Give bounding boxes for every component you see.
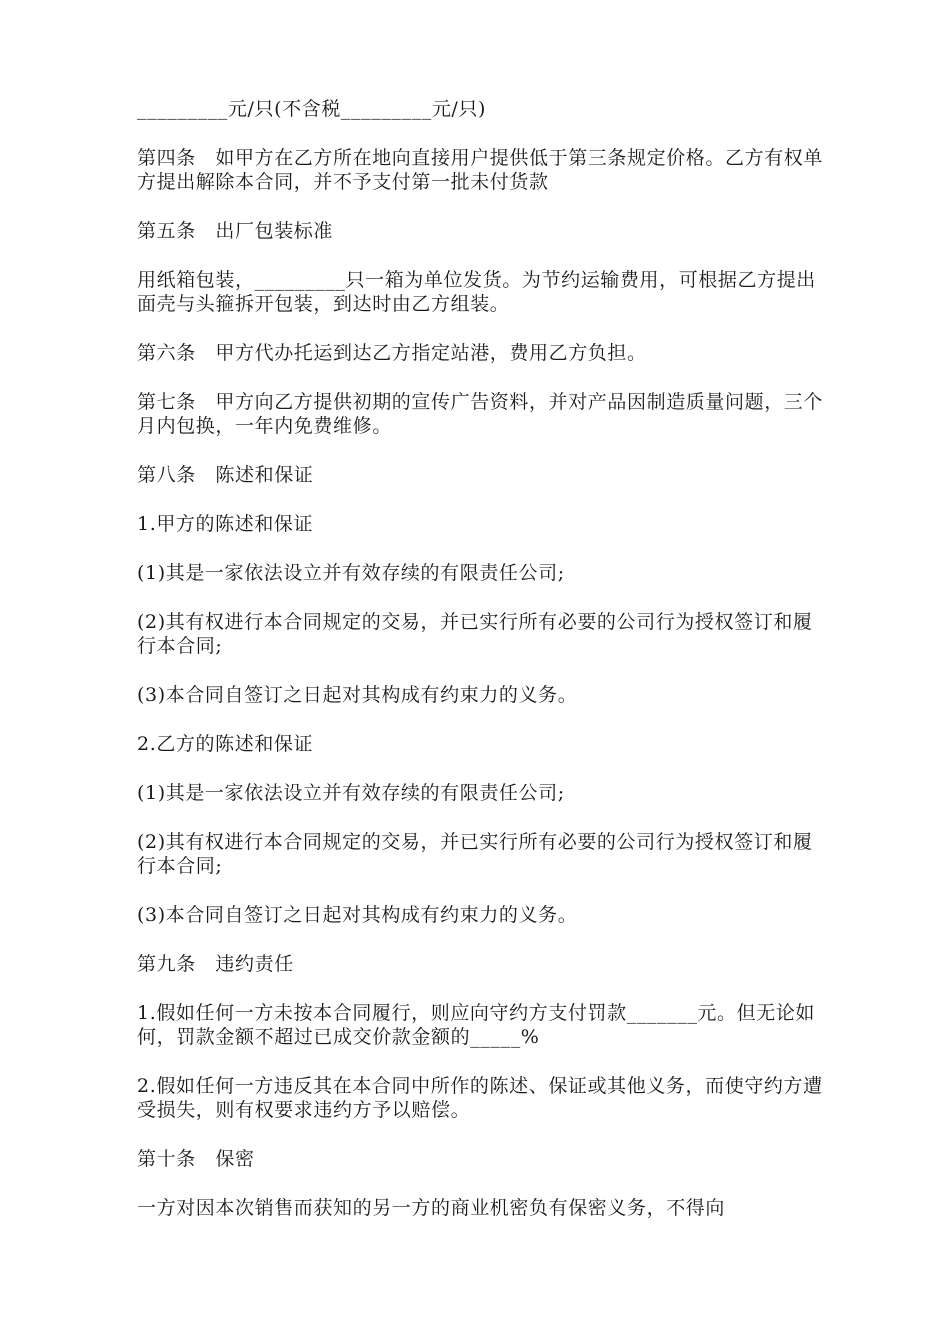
article-7: 第七条 甲方向乙方提供初期的宣传广告资料，并对产品因制造质量问题，三个月内包换，一年内免费维修。	[137, 391, 824, 437]
article-9-heading: 第九条 违约责任	[137, 953, 294, 975]
article-10-body: 一方对因本次销售而获知的另一方的商业机密负有保密义务，不得向	[137, 1197, 726, 1219]
price-line: _________元/只(不含税_________元/只)	[137, 98, 487, 120]
article-9-clause-1: 1.假如任何一方未按本合同履行，则应向守约方支付罚款_______元。但无论如何，罚款金额不超过已成交价款金额的_____%	[137, 1002, 816, 1048]
party-a-warranty-2: (2)其有权进行本合同规定的交易，并已实行所有必要的公司行为授权签订和履行本合同;	[137, 611, 813, 657]
party-b-warranty-2: (2)其有权进行本合同规定的交易，并已实行所有必要的公司行为授权签订和履行本合同;	[137, 831, 813, 877]
article-6: 第六条 甲方代办托运到达乙方指定站港，费用乙方负担。	[137, 342, 647, 364]
party-b-warranty-3: (3)本合同自签订之日起对其构成有约束力的义务。	[137, 904, 578, 926]
article-5-heading: 第五条 出厂包装标准	[137, 220, 334, 242]
article-5-body: 用纸箱包装，_________只一箱为单位发货。为节约运输费用，可根据乙方提出面壳与头箍拆开包装，到达时由乙方组装。	[137, 269, 816, 315]
article-4: 第四条 如甲方在乙方所在地向直接用户提供低于第三条规定价格。乙方有权单方提出解除本合同，并不予支付第一批未付货款	[137, 147, 824, 193]
document-body	[137, 97, 827, 1245]
party-a-warranty-1: (1)其是一家依法设立并有效存续的有限责任公司;	[137, 562, 565, 584]
party-b-warranty-1: (1)其是一家依法设立并有效存续的有限责任公司;	[137, 782, 565, 804]
article-8-heading: 第八条 陈述和保证	[137, 464, 314, 486]
party-b-warranty-heading: 2.乙方的陈述和保证	[137, 733, 314, 755]
article-9-clause-2: 2.假如任何一方违反其在本合同中所作的陈述、保证或其他义务，而使守约方遭受损失，则有权要求违约方予以赔偿。	[137, 1075, 823, 1121]
party-a-warranty-heading: 1.甲方的陈述和保证	[137, 513, 314, 535]
party-a-warranty-3: (3)本合同自签订之日起对其构成有约束力的义务。	[137, 684, 578, 706]
article-10-heading: 第十条 保密	[137, 1148, 255, 1170]
